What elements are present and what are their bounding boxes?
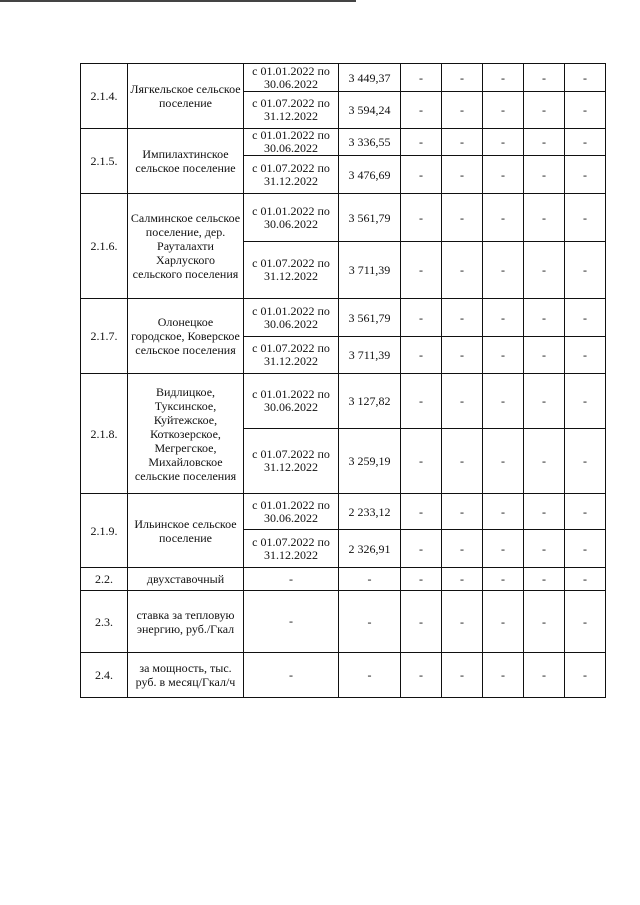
period-cell: с 01.07.2022 по 31.12.2022: [244, 242, 339, 299]
rate-name: двухставочный: [128, 568, 244, 591]
empty-value-dash: -: [483, 568, 524, 591]
empty-value-dash: -: [442, 591, 483, 653]
empty-value-dash: -: [524, 299, 565, 337]
tariff-value: 3 711,39: [339, 337, 401, 374]
row-number: 2.1.8.: [81, 374, 128, 494]
table-row: [81, 129, 606, 156]
top-rule: [0, 0, 356, 2]
empty-value-dash: -: [401, 429, 442, 494]
table-row: [81, 591, 606, 653]
period-cell: с 01.07.2022 по 31.12.2022: [244, 337, 339, 374]
empty-value-dash: -: [565, 591, 606, 653]
empty-value-dash: -: [401, 374, 442, 429]
period-cell: с 01.01.2022 по 30.06.2022: [244, 64, 339, 92]
rate-name: за мощность, тыс. руб. в месяц/Гкал/ч: [128, 653, 244, 698]
empty-value-dash: -: [442, 429, 483, 494]
empty-value-dash: -: [442, 64, 483, 92]
empty-value-dash: -: [565, 92, 606, 129]
table-row: [81, 194, 606, 242]
empty-value-dash: -: [442, 156, 483, 194]
empty-value-dash: -: [401, 337, 442, 374]
empty-value-dash: -: [483, 429, 524, 494]
period-cell: с 01.01.2022 по 30.06.2022: [244, 374, 339, 429]
empty-value-dash: -: [565, 64, 606, 92]
period-cell: -: [244, 568, 339, 591]
empty-value-dash: -: [483, 156, 524, 194]
empty-value-dash: -: [524, 429, 565, 494]
tariff-value: 3 449,37: [339, 64, 401, 92]
empty-value-dash: -: [442, 299, 483, 337]
tariff-value: 3 711,39: [339, 242, 401, 299]
tariff-value: -: [339, 653, 401, 698]
row-number: 2.4.: [81, 653, 128, 698]
empty-value-dash: -: [442, 337, 483, 374]
empty-value-dash: -: [442, 242, 483, 299]
row-number: 2.1.6.: [81, 194, 128, 299]
empty-value-dash: -: [565, 156, 606, 194]
empty-value-dash: -: [483, 299, 524, 337]
empty-value-dash: -: [524, 591, 565, 653]
empty-value-dash: -: [401, 92, 442, 129]
empty-value-dash: -: [524, 64, 565, 92]
table-row: [81, 374, 606, 429]
empty-value-dash: -: [442, 653, 483, 698]
tariff-value: 3 476,69: [339, 156, 401, 194]
empty-value-dash: -: [401, 530, 442, 568]
settlement-name: Видлицкое, Туксинское, Куйтежское, Коткозерское, Мегрегское, Михайловское сельские поселения: [128, 374, 244, 494]
row-number: 2.1.4.: [81, 64, 128, 129]
empty-value-dash: -: [483, 530, 524, 568]
empty-value-dash: -: [483, 92, 524, 129]
row-number: 2.1.5.: [81, 129, 128, 194]
empty-value-dash: -: [524, 337, 565, 374]
empty-value-dash: -: [524, 530, 565, 568]
tariff-value: -: [339, 591, 401, 653]
empty-value-dash: -: [442, 129, 483, 156]
empty-value-dash: -: [524, 194, 565, 242]
empty-value-dash: -: [442, 92, 483, 129]
empty-value-dash: -: [524, 242, 565, 299]
tariff-value: 3 259,19: [339, 429, 401, 494]
empty-value-dash: -: [401, 299, 442, 337]
empty-value-dash: -: [442, 494, 483, 530]
tariff-value: 3 561,79: [339, 299, 401, 337]
empty-value-dash: -: [483, 242, 524, 299]
empty-value-dash: -: [565, 374, 606, 429]
empty-value-dash: -: [565, 299, 606, 337]
period-cell: с 01.07.2022 по 31.12.2022: [244, 156, 339, 194]
empty-value-dash: -: [565, 129, 606, 156]
empty-value-dash: -: [401, 64, 442, 92]
empty-value-dash: -: [401, 194, 442, 242]
empty-value-dash: -: [483, 653, 524, 698]
settlement-name: Импилахтинское сельское поселение: [128, 129, 244, 194]
tariff-value: -: [339, 568, 401, 591]
period-cell: -: [244, 591, 339, 653]
period-cell: с 01.07.2022 по 31.12.2022: [244, 429, 339, 494]
table-row: [81, 653, 606, 698]
empty-value-dash: -: [524, 374, 565, 429]
empty-value-dash: -: [565, 494, 606, 530]
row-number: 2.1.7.: [81, 299, 128, 374]
empty-value-dash: -: [442, 374, 483, 429]
row-number: 2.3.: [81, 591, 128, 653]
period-cell: с 01.07.2022 по 31.12.2022: [244, 92, 339, 129]
tariff-value: 2 326,91: [339, 530, 401, 568]
empty-value-dash: -: [442, 530, 483, 568]
table-row: [81, 64, 606, 92]
tariff-value: 3 127,82: [339, 374, 401, 429]
empty-value-dash: -: [565, 429, 606, 494]
empty-value-dash: -: [483, 494, 524, 530]
table-row: [81, 494, 606, 530]
settlement-name: Лягкельское сельское поселение: [128, 64, 244, 129]
empty-value-dash: -: [524, 494, 565, 530]
empty-value-dash: -: [442, 194, 483, 242]
tariff-table-body: [81, 64, 606, 698]
empty-value-dash: -: [401, 129, 442, 156]
tariff-value: 2 233,12: [339, 494, 401, 530]
empty-value-dash: -: [565, 337, 606, 374]
empty-value-dash: -: [483, 194, 524, 242]
empty-value-dash: -: [524, 568, 565, 591]
empty-value-dash: -: [524, 653, 565, 698]
empty-value-dash: -: [565, 568, 606, 591]
period-cell: с 01.01.2022 по 30.06.2022: [244, 194, 339, 242]
empty-value-dash: -: [565, 530, 606, 568]
empty-value-dash: -: [442, 568, 483, 591]
empty-value-dash: -: [483, 337, 524, 374]
empty-value-dash: -: [401, 591, 442, 653]
tariff-table: [80, 63, 606, 698]
period-cell: с 01.01.2022 по 30.06.2022: [244, 299, 339, 337]
settlement-name: Олонецкое городское, Коверское сельское поселения: [128, 299, 244, 374]
period-cell: с 01.01.2022 по 30.06.2022: [244, 494, 339, 530]
empty-value-dash: -: [483, 591, 524, 653]
tariff-value: 3 594,24: [339, 92, 401, 129]
period-cell: с 01.07.2022 по 31.12.2022: [244, 530, 339, 568]
empty-value-dash: -: [524, 92, 565, 129]
empty-value-dash: -: [524, 129, 565, 156]
rate-name: ставка за тепловую энергию, руб./Гкал: [128, 591, 244, 653]
empty-value-dash: -: [483, 64, 524, 92]
empty-value-dash: -: [401, 568, 442, 591]
period-cell: с 01.01.2022 по 30.06.2022: [244, 129, 339, 156]
empty-value-dash: -: [483, 129, 524, 156]
empty-value-dash: -: [401, 242, 442, 299]
row-number: 2.1.9.: [81, 494, 128, 568]
table-row: [81, 299, 606, 337]
settlement-name: Ильинское сельское поселение: [128, 494, 244, 568]
empty-value-dash: -: [483, 374, 524, 429]
settlement-name: Салминское сельское поселение, дер. Рауталахти Харлуского сельского поселения: [128, 194, 244, 299]
tariff-value: 3 561,79: [339, 194, 401, 242]
empty-value-dash: -: [565, 194, 606, 242]
empty-value-dash: -: [401, 653, 442, 698]
empty-value-dash: -: [401, 156, 442, 194]
empty-value-dash: -: [524, 156, 565, 194]
row-number: 2.2.: [81, 568, 128, 591]
tariff-value: 3 336,55: [339, 129, 401, 156]
period-cell: -: [244, 653, 339, 698]
empty-value-dash: -: [565, 653, 606, 698]
empty-value-dash: -: [401, 494, 442, 530]
empty-value-dash: -: [565, 242, 606, 299]
table-row: [81, 568, 606, 591]
